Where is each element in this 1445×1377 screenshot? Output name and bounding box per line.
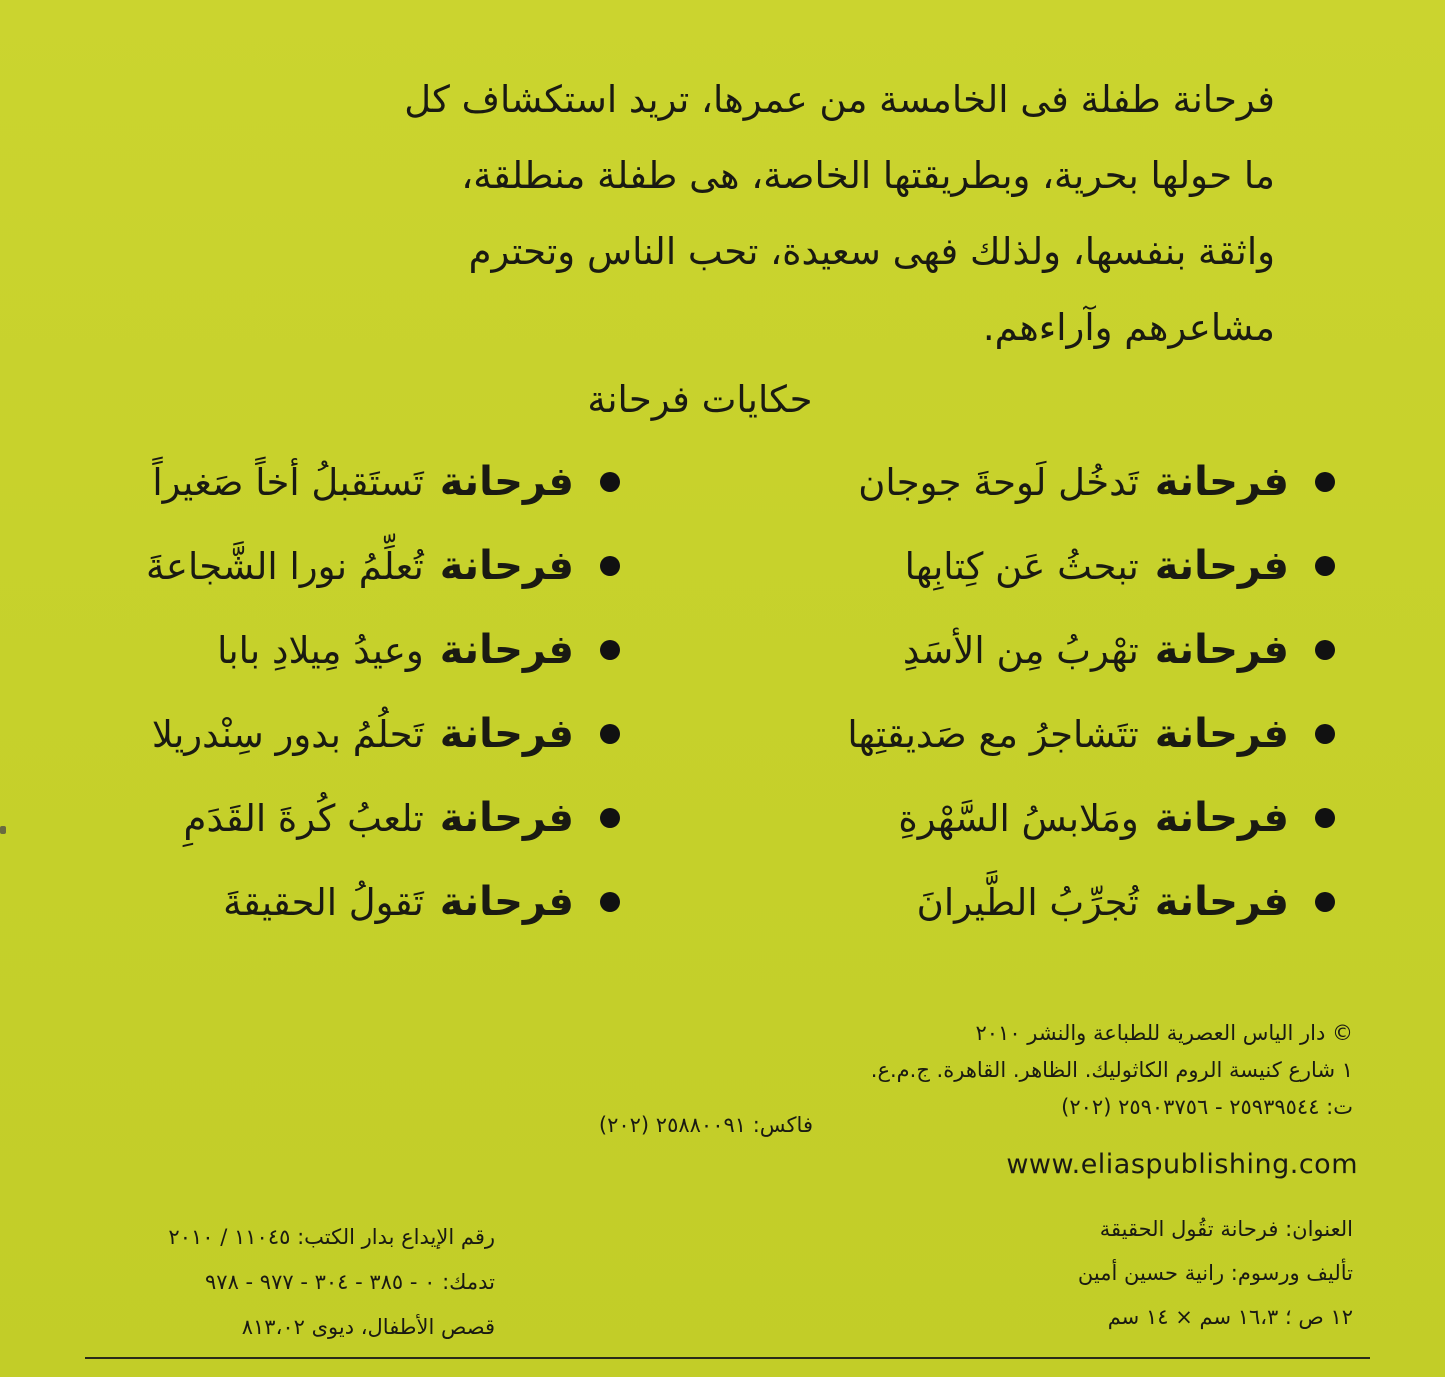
intro-line: مشاعرهم وآراءهم.	[982, 306, 1275, 349]
intro-paragraph	[110, 62, 1275, 366]
series-brand-name: فرحانة	[1154, 543, 1289, 589]
series-list-item	[30, 608, 620, 692]
bullet-icon	[600, 808, 620, 828]
series-brand-name: فرحانة	[1154, 627, 1289, 673]
publisher-fax: فاكس: ٢٥٨٨٠٠٩١ (٢٠٢)	[598, 1113, 813, 1137]
series-brand-name: فرحانة	[439, 543, 574, 589]
bullet-icon	[1315, 892, 1335, 912]
bullet-icon	[600, 472, 620, 492]
series-list-item	[675, 440, 1335, 524]
series-brand-name: فرحانة	[1154, 711, 1289, 757]
bullet-icon	[1315, 556, 1335, 576]
series-book-title: تبحثُ عَن كِتابِها	[904, 544, 1139, 588]
series-list-item	[675, 776, 1335, 860]
series-book-title: تَقولُ الحقيقةَ	[223, 880, 424, 924]
series-list-item	[30, 776, 620, 860]
publisher-phone: ت: ٢٥٩٣٩٥٤٤ - ٢٥٩٠٣٧٥٦ (٢٠٢)	[1061, 1095, 1353, 1119]
bullet-icon	[600, 892, 620, 912]
series-brand-name: فرحانة	[439, 459, 574, 505]
series-brand-name: فرحانة	[439, 711, 574, 757]
series-list-right	[675, 440, 1335, 944]
series-book-title: تُجرِّبُ الطَّيرانَ	[916, 880, 1139, 924]
series-book-title: تلعبُ كُرةَ القَدَمِ	[183, 796, 424, 840]
deposit-info	[168, 1215, 495, 1350]
bullet-icon	[1315, 724, 1335, 744]
series-book-title: تهْربُ مِن الأسَدِ	[902, 628, 1139, 672]
series-list-item	[30, 860, 620, 944]
intro-line: فرحانة طفلة فى الخامسة من عمرها، تريد استكشاف كل	[404, 78, 1275, 121]
book-author-line: تأليف ورسوم: رانية حسين أمين	[1077, 1261, 1353, 1285]
series-book-title: تَدخُل لَوحةَ جوجان	[858, 460, 1139, 504]
bullet-icon	[600, 724, 620, 744]
deposit-number-line: رقم الإيداع بدار الكتب: ١١٠٤٥ / ٢٠١٠	[168, 1225, 495, 1249]
intro-line: واثقة بنفسها، ولذلك فهى سعيدة، تحب الناس وتحترم	[468, 230, 1275, 273]
series-book-title: تَستَقبلُ أخاً صَغيراً	[152, 460, 424, 504]
book-specs-line: ١٢ ص ؛ ١٦،٣ سم × ١٤ سم	[1107, 1305, 1353, 1329]
bottom-divider	[85, 1357, 1370, 1359]
series-list-item	[30, 524, 620, 608]
intro-line: ما حولها بحرية، وبطريقتها الخاصة، هى طفلة منطلقة،	[461, 154, 1275, 197]
publisher-info	[871, 1015, 1353, 1126]
series-list-item	[30, 440, 620, 524]
series-book-title: تتَشاجرُ مع صَديقتِها	[847, 712, 1139, 756]
bullet-icon	[600, 640, 620, 660]
publisher-website: www.eliaspublishing.com	[1006, 1149, 1358, 1180]
series-book-title: تَحلُمُ بدور سِنْدريلا	[151, 712, 424, 756]
series-title: حكايات فرحانة	[587, 378, 813, 421]
series-brand-name: فرحانة	[1154, 879, 1289, 925]
bullet-icon	[1315, 808, 1335, 828]
bullet-icon	[1315, 472, 1335, 492]
publisher-copyright: © دار الياس العصرية للطباعة والنشر ٢٠١٠	[975, 1021, 1353, 1045]
series-list-item	[675, 524, 1335, 608]
series-book-title: تُعلِّمُ نورا الشَّجاعةَ	[146, 544, 424, 588]
series-list-left	[30, 440, 620, 944]
edge-mark	[0, 826, 6, 834]
book-info	[1078, 1207, 1353, 1339]
series-list-item	[675, 608, 1335, 692]
series-brand-name: فرحانة	[1154, 795, 1289, 841]
isbn-line: تدمك: ٠ - ٣٨٥ - ٣٠٤ - ٩٧٧ - ٩٧٨	[205, 1270, 495, 1294]
publisher-address: ١ شارع كنيسة الروم الكاثوليك. الظاهر. القاهرة. ج.م.ع.	[870, 1058, 1353, 1082]
bullet-icon	[1315, 640, 1335, 660]
series-list-item	[675, 692, 1335, 776]
classification-line: قصص الأطفال، ديوى ٨١٣،٠٢	[241, 1315, 495, 1339]
series-brand-name: فرحانة	[439, 795, 574, 841]
series-brand-name: فرحانة	[439, 627, 574, 673]
series-brand-name: فرحانة	[1154, 459, 1289, 505]
series-list-item	[675, 860, 1335, 944]
bullet-icon	[600, 556, 620, 576]
series-brand-name: فرحانة	[439, 879, 574, 925]
series-list-item	[30, 692, 620, 776]
series-book-title: وعيدُ مِيلادِ بابا	[217, 628, 424, 672]
book-title-line: العنوان: فرحانة تقُول الحقيقة	[1099, 1217, 1353, 1241]
series-book-title: ومَلابسُ السَّهْرةِ	[898, 796, 1139, 840]
